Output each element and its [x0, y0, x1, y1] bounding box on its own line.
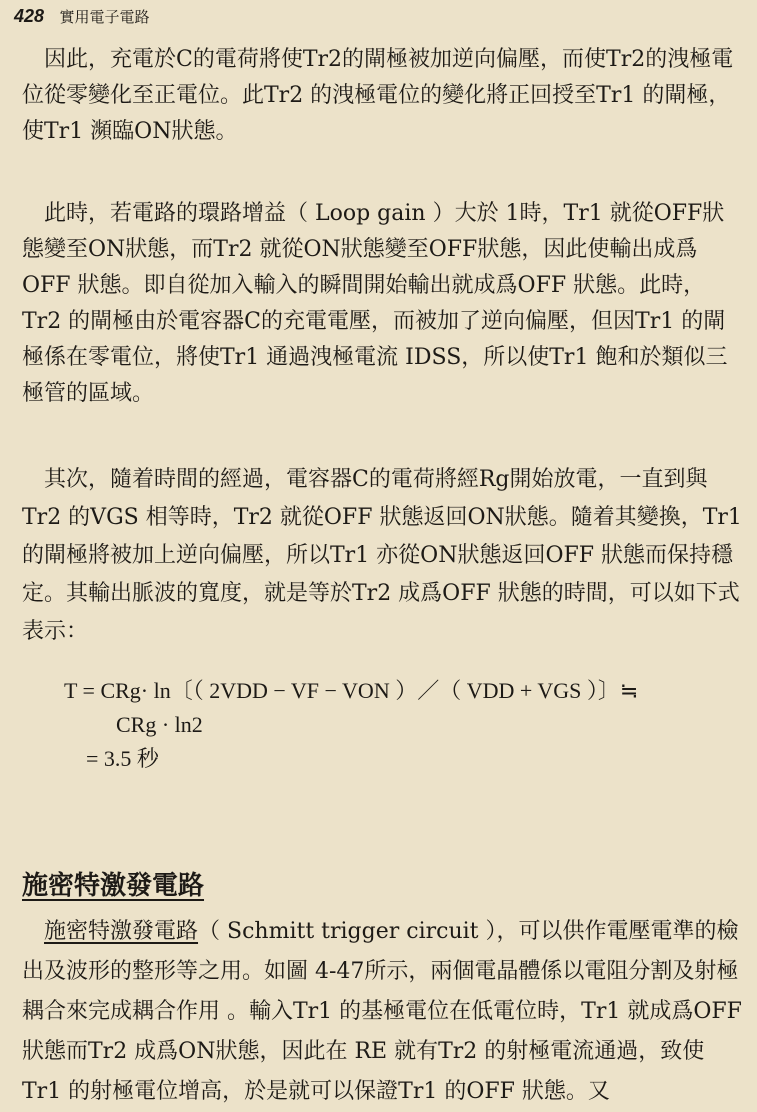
section-heading: 施密特激發電路 — [22, 871, 205, 901]
page-number: 428 — [14, 6, 45, 26]
equation-line-3: = 3.5 秒 — [86, 746, 159, 771]
equation-line-2: CRg · ln2 — [116, 712, 203, 737]
paragraph-1: 因此，充電於C的電荷將使Tr2的閘極被加逆向偏壓，而使Tr2的洩極電位從零變化至正電位。此Tr2 的洩極電位的變化將正回授至Tr1 的閘極，使Tr1 瀕臨ON狀態。 — [22, 47, 734, 144]
equation-line-1: T = CRg· ln〔（ 2VDD − VF − VON ）／（ VDD + VGS ）〕≒ — [64, 678, 639, 703]
section-body: （ Schmitt trigger circuit ），可以供作電壓電準的檢出及波形的整形等之用。如圖 4-47所示，兩個電晶體係以電阻分割及射極耦合來完成耦合作用 。輸入Tr1 的基極電位在低電位時，Tr1 就成爲OFF 狀態而Tr2 成爲ON狀態，因此在 RE 就有Tr2 的射極電流通過，致使Tr1 的射極電位增高，於是就可以保證Tr1 的OFF 狀態。又 — [22, 919, 742, 1104]
pulse-width-equation — [64, 674, 744, 776]
section-paragraph — [22, 912, 742, 1112]
book-title: 實用電子電路 — [59, 9, 150, 26]
paragraph-2: 此時，若電路的環路增益（ Loop gain ）大於 1時，Tr1 就從OFF狀態變至ON狀態，而Tr2 就從ON狀態變至OFF狀態，因此使輸出成爲OFF 狀態。即自從加入輸入的瞬間開始輸出就成爲OFF 狀態。此時，Tr2 的閘極由於電容器C的充電電壓，而被加了逆向偏壓，但因Tr1 的閘極係在零電位，將使Tr1 通過洩極電流 IDSS，所以使Tr1 飽和於類似三極管的區域。 — [22, 201, 728, 406]
section-lead-term: 施密特激發電路 — [44, 919, 199, 944]
page-header — [14, 4, 149, 30]
paragraph-3: 其次，隨着時間的經過，電容器C的電荷將經Rg開始放電，一直到與Tr2 的VGS 相等時，Tr2 就從OFF 狀態返回ON狀態。隨着其變換，Tr1的閘極將被加上逆向偏壓，所以Tr1 亦從ON狀態返回OFF 狀態而保持穩定。其輸出脈波的寬度，就是等於Tr2 成爲OFF 狀態的時間，可以如下式表示： — [22, 467, 742, 644]
